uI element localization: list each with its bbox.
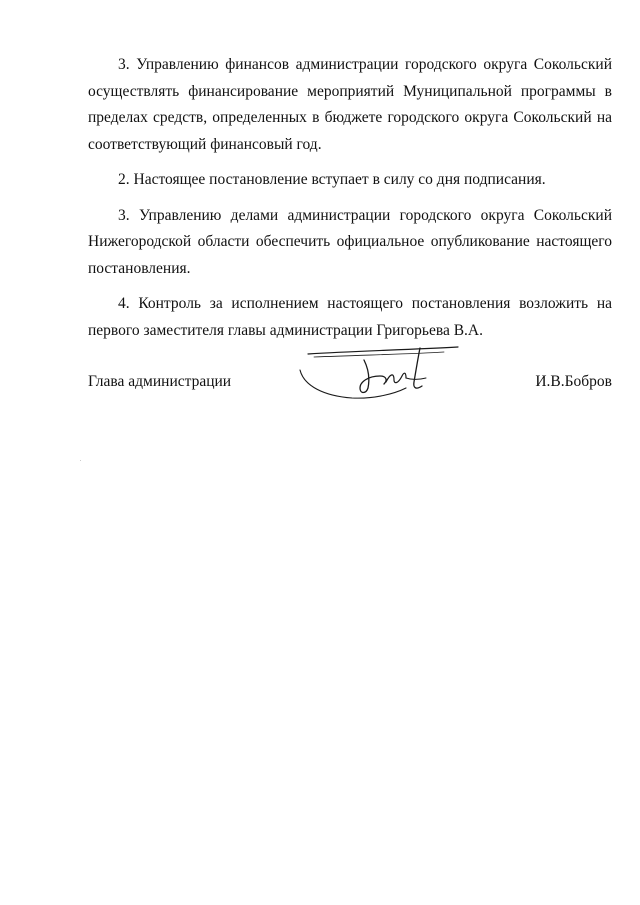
paragraph-publication-clause: 3. Управлению делами администрации городского округа Сокольский Нижегородской области обеспечить официальное опубликование настоящего постановления. bbox=[88, 206, 612, 277]
paragraph-financing-clause: 3. Управлению финансов администрации городского округа Сокольский осуществлять финансирование мероприятий Муниципальной программы в пределах средств, определенных в бюджете городского округа Сокольский на соответствующий финансовый год. bbox=[88, 56, 612, 153]
handwritten-signature-icon bbox=[294, 342, 474, 404]
signatory-name: И.В.Бобров bbox=[535, 373, 612, 390]
paragraph-effective-date: 2. Настоящее постановление вступает в силу со дня подписания. bbox=[118, 171, 546, 188]
signatory-position: Глава администрации bbox=[88, 373, 232, 390]
paragraph-control-clause: 4. Контроль за исполнением настоящего постановления возложить на первого заместителя главы администрации Григорьева В.А. bbox=[88, 295, 612, 339]
signature-block bbox=[88, 342, 612, 402]
scan-artifact bbox=[80, 460, 81, 461]
document-body bbox=[88, 52, 612, 344]
